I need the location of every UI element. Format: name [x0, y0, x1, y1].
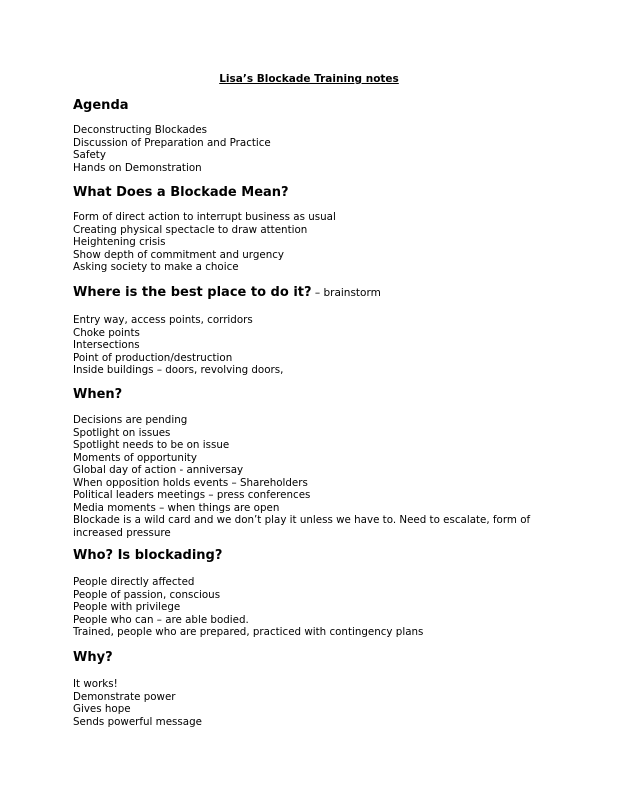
- item-list: [73, 678, 593, 728]
- list-item: Spotlight on issues: [73, 426, 171, 439]
- list-item: Moments of opportunity: [73, 451, 197, 464]
- list-item: Asking society to make a choice: [73, 261, 239, 273]
- item-list: [73, 414, 593, 539]
- section-blockade-meaning: [73, 184, 593, 274]
- list-item: Inside buildings – doors, revolving doors,: [73, 364, 284, 376]
- list-item: People of passion, conscious: [73, 588, 221, 601]
- list-item: People who can – are able bodied.: [73, 613, 249, 626]
- document-title: Lisa’s Blockade Training notes: [219, 73, 399, 85]
- list-item: Blockade is a wild card and we don’t play it unless we have to. Need to escalate, form of increased pressure: [73, 514, 531, 539]
- list-item: Choke points: [73, 326, 140, 339]
- list-item: It works!: [73, 678, 118, 690]
- section-note: – brainstorm: [311, 287, 381, 299]
- list-item: Gives hope: [73, 703, 131, 715]
- list-item: Intersections: [73, 339, 140, 351]
- list-item: Trained, people who are prepared, practiced with contingency plans: [73, 626, 424, 638]
- section-best-place: [73, 284, 593, 377]
- section-heading: Agenda: [73, 98, 129, 113]
- list-item: Spotlight needs to be on issue: [73, 439, 230, 451]
- section-heading: Who? Is blockading?: [73, 548, 223, 563]
- item-list: [73, 211, 593, 274]
- list-item: Political leaders meetings – press conferences: [73, 489, 311, 501]
- item-list: [73, 314, 593, 377]
- list-item: People directly affected: [73, 576, 195, 588]
- section-heading: Where is the best place to do it? – brainstorm: [73, 285, 381, 300]
- item-list: [73, 576, 593, 639]
- list-item: Hands on Demonstration: [73, 161, 202, 174]
- section-why: [73, 649, 593, 728]
- list-item: Entry way, access points, corridors: [73, 314, 253, 326]
- section-heading: What Does a Blockade Mean?: [73, 185, 289, 200]
- list-item: Heightening crisis: [73, 236, 166, 248]
- list-item: People with privilege: [73, 601, 181, 613]
- list-item: Sends powerful message: [73, 715, 202, 728]
- list-item: Deconstructing Blockades: [73, 124, 208, 136]
- list-item: Creating physical spectacle to draw attention: [73, 223, 308, 236]
- section-who: [73, 547, 593, 639]
- list-item: Form of direct action to interrupt business as usual: [73, 211, 336, 223]
- list-item: When opposition holds events – Shareholders: [73, 476, 308, 489]
- list-item: Demonstrate power: [73, 690, 176, 703]
- item-list: [73, 124, 593, 174]
- list-item: Decisions are pending: [73, 414, 188, 426]
- section-heading: Why?: [73, 650, 113, 665]
- list-item: Show depth of commitment and urgency: [73, 248, 284, 261]
- list-item: Point of production/destruction: [73, 351, 233, 364]
- list-item: Safety: [73, 149, 106, 161]
- section-agenda: [73, 97, 593, 174]
- list-item: Media moments – when things are open: [73, 501, 280, 514]
- section-when: [73, 386, 593, 539]
- list-item: Discussion of Preparation and Practice: [73, 136, 271, 149]
- section-heading: When?: [73, 387, 123, 402]
- list-item: Global day of action - anniversay: [73, 464, 244, 476]
